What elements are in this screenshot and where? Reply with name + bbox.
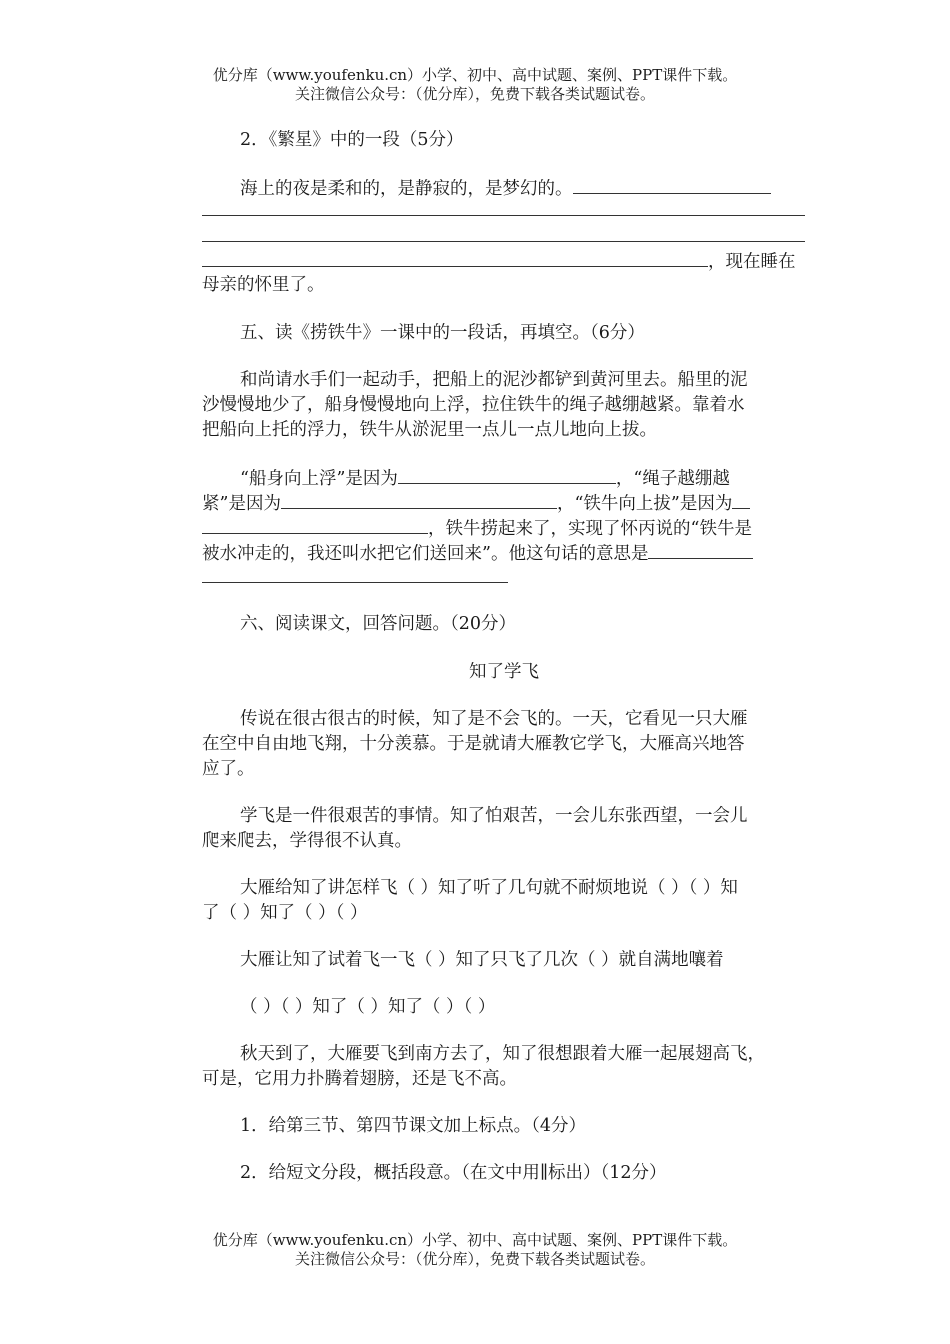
q2-blank-line-3 bbox=[202, 241, 805, 242]
q5-fill-a: “船身向上浮”是因为 bbox=[240, 469, 398, 489]
q2-title: 2．《繁星》中的一段（5分） bbox=[240, 130, 464, 150]
story-p3-line-2: 了（ ）知了（ ）（ ） bbox=[202, 903, 368, 923]
q2-line-4 bbox=[202, 248, 806, 275]
q5-fill-e: ，铁牛捞起来了，实现了怀丙说的“铁牛是 bbox=[428, 519, 752, 539]
story-p2-line-1: 学飞是一件很艰苦的事情。知了怕艰苦，一会儿东张西望，一会儿 bbox=[240, 806, 748, 826]
story-p3-line-1: 大雁给知了讲怎样飞（ ）知了听了几句就不耐烦地说（ ）（ ）知 bbox=[240, 878, 738, 898]
q5-fill-line-3 bbox=[202, 515, 806, 542]
q2-blank-line-2 bbox=[202, 215, 805, 216]
q5-blank-3a bbox=[732, 490, 750, 509]
q5-fill-d: ，“铁牛向上拔”是因为 bbox=[556, 494, 733, 514]
q2-line-1-text: 海上的夜是柔和的，是静寂的，是梦幻的。 bbox=[240, 179, 573, 199]
story-title: 知了学飞 bbox=[469, 662, 539, 682]
story-p1-line-1: 传说在很古很古的时候，知了是不会飞的。一天，它看见一只大雁 bbox=[240, 709, 748, 729]
header-line-1: 优分库（www.youfenku.cn）小学、初中、高中试题、案例、PPT课件下载。 bbox=[212, 66, 738, 84]
q5-blank-3b bbox=[202, 515, 428, 534]
q6-title: 六、阅读课文，回答问题。（20分） bbox=[240, 614, 517, 634]
q5-fill-c: 紧”是因为 bbox=[202, 494, 281, 514]
story-p1-line-3: 应了。 bbox=[202, 759, 255, 779]
story-p4: 大雁让知了试着飞一飞（ ）知了只飞了几次（ ）就自满地嚷着 bbox=[240, 950, 724, 970]
story-p5: （ ）（ ）知了（ ）知了（ ）（ ） bbox=[240, 997, 496, 1017]
footer-line-1: 优分库（www.youfenku.cn）小学、初中、高中试题、案例、PPT课件下载。 bbox=[212, 1231, 738, 1249]
q5-blank-2 bbox=[281, 490, 557, 509]
q5-para-line-1: 和尚请水手们一起动手，把船上的泥沙都铲到黄河里去。船里的泥 bbox=[240, 370, 748, 390]
task-2: 2．给短文分段，概括段意。（在文中用∥标出）（12分） bbox=[240, 1163, 667, 1183]
story-p6-line-2: 可是，它用力扑腾着翅膀，还是飞不高。 bbox=[202, 1069, 517, 1089]
story-p1-line-2: 在空中自由地飞翔，十分羡慕。于是就请大雁教它学飞，大雁高兴地答 bbox=[202, 734, 745, 754]
q5-fill-line-4 bbox=[202, 540, 806, 567]
header-line-2: 关注微信公众号：（优分库），免费下载各类试题试卷。 bbox=[294, 85, 655, 103]
q5-fill-b: ，“绳子越绷越 bbox=[615, 469, 730, 489]
q5-fill-line-1 bbox=[240, 465, 806, 492]
q2-blank-4 bbox=[202, 248, 708, 267]
q5-title: 五、读《捞铁牛》一课中的一段话，再填空。（6分） bbox=[240, 323, 645, 343]
q2-line-1 bbox=[240, 175, 806, 202]
task-1: 1．给第三节、第四节课文加上标点。（4分） bbox=[240, 1116, 587, 1136]
story-p6-line-1: 秋天到了，大雁要飞到南方去了，知了很想跟着大雁一起展翅高飞， bbox=[240, 1044, 765, 1064]
q5-blank-4a bbox=[648, 540, 753, 559]
q2-blank-1 bbox=[573, 175, 771, 194]
q2-last-line: 母亲的怀里了。 bbox=[202, 275, 325, 295]
q2-tail: ，现在睡在 bbox=[708, 252, 796, 272]
q5-para-line-3: 把船向上托的浮力，铁牛从淤泥里一点儿一点儿地向上拔。 bbox=[202, 420, 657, 440]
footer-line-2: 关注微信公众号：（优分库），免费下载各类试题试卷。 bbox=[294, 1250, 655, 1268]
q5-fill-line-2 bbox=[202, 490, 806, 517]
q5-blank-4b bbox=[202, 582, 508, 583]
q5-fill-f: 被水冲走的，我还叫水把它们送回来”。他这句话的意思是 bbox=[202, 544, 649, 564]
q5-blank-1 bbox=[398, 465, 616, 484]
q5-para-line-2: 沙慢慢地少了，船身慢慢地向上浮，拉住铁牛的绳子越绷越紧。靠着水 bbox=[202, 395, 745, 415]
story-p2-line-2: 爬来爬去，学得很不认真。 bbox=[202, 831, 412, 851]
